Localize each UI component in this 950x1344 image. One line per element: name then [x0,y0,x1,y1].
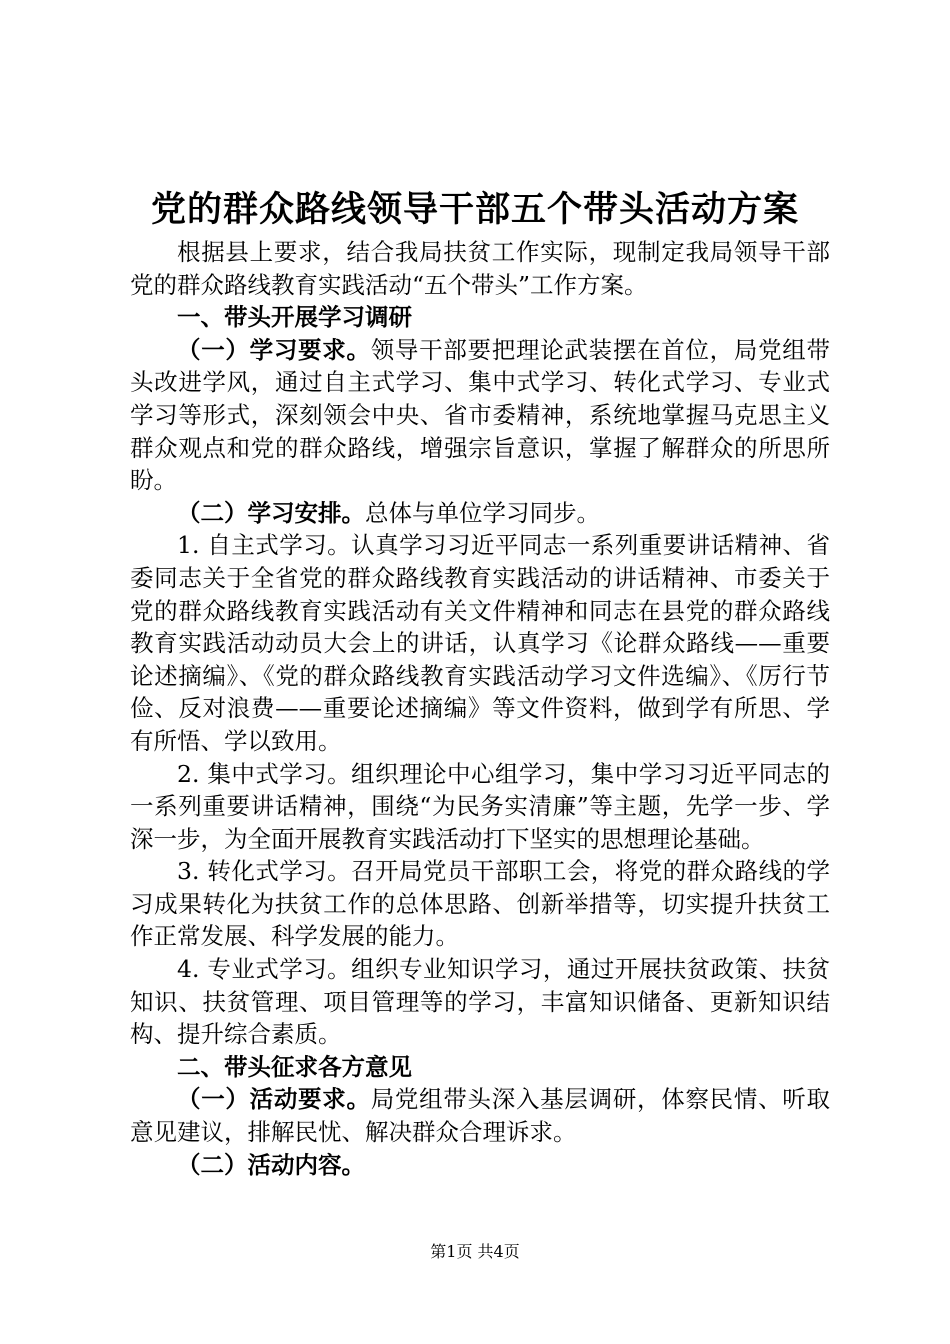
section-heading-1: 一、带头开展学习调研 [177,303,412,332]
paragraph-lead: （一）活动要求。 [177,1085,371,1114]
activity-requirement-paragraph [130,1083,830,1148]
study-arrangement-paragraph [130,497,830,530]
document-title: 党的群众路线领导干部五个带头活动方案 [150,189,799,230]
list-item-professional-study: 4. 专业式学习。组织专业知识学习，通过开展扶贫政策、扶贫知识、扶贫管理、项目管理等的学习，丰富知识储备、更新知识结构、提升综合素质。 [130,955,830,1049]
intro-paragraph: 根据县上要求，结合我局扶贫工作实际，现制定我局领导干部党的群众路线教育实践活动“五个带头”工作方案。 [130,238,830,299]
paragraph-text: 领导干部要把理论武装摆在首位，局党组带头改进学风，通过自主式学习、集中式学习、转化式学习、专业式学习等形式，深刻领会中央、省市委精神，系统地掌握马克思主义群众观点和党的群众路线，增强宗旨意识，掌握了解群众的所思所盼。 [130,335,831,495]
paragraph-lead: （二）学习安排。 [177,498,365,527]
section-heading-2: 二、带头征求各方意见 [177,1052,412,1081]
list-item-self-study: 1. 自主式学习。认真学习习近平同志一系列重要讲话精神、省委同志关于全省党的群众路线教育实践活动的讲话精神、市委关于党的群众路线教育实践活动有关文件精神和同志在县党的群众路线教育实践活动动员大会上的讲话，认真学习《论群众路线——重要论述摘编》、《党的群众路线教育实践活动学习文件选编》、《厉行节俭、反对浪费——重要论述摘编》等文件资料，做到学有所思、学有所悟、学以致用。 [130,531,830,755]
paragraph-text: 局党组带头深入基层调研，体察民情、听取意见建议，排解民忧、解决群众合理诉求。 [130,1085,831,1147]
page-footer: 第1页 共4页 [430,1242,520,1261]
paragraph-text: 总体与单位学习同步。 [365,498,600,527]
paragraph-lead: （二）活动内容。 [177,1150,365,1179]
activity-content-paragraph [130,1149,830,1182]
paragraph-lead: （一）学习要求。 [177,335,371,364]
study-requirement-paragraph [130,334,830,497]
list-item-transformative-study: 3. 转化式学习。召开局党员干部职工会，将党的群众路线的学习成果转化为扶贫工作的总体思路、创新举措等，切实提升扶贫工作正常发展、科学发展的能力。 [130,857,830,951]
list-item-centralized-study: 2. 集中式学习。组织理论中心组学习，集中学习习近平同志的一系列重要讲话精神，围绕“为民务实清廉”等主题，先学一步、学深一步，为全面开展教育实践活动打下坚实的思想理论基础。 [130,759,830,853]
document-body [130,236,830,1181]
